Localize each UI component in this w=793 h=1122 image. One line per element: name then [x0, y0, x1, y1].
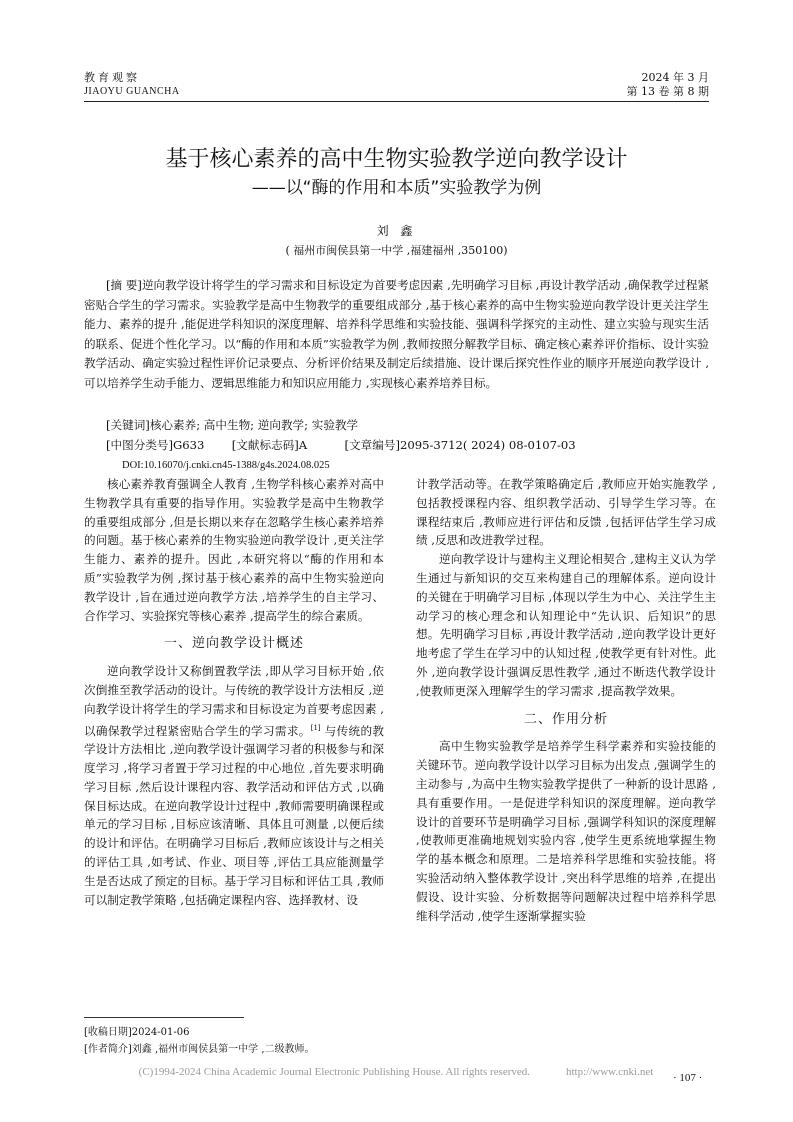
footnote-received: [收稿日期]2024-01-06: [84, 1027, 190, 1038]
header-rule: [84, 101, 709, 102]
keywords: [106, 416, 358, 435]
section1-text-a: 逆向教学设计又称倒置教学法 ,即从学习目标开始 ,依次倒推至教学活动的设计。与传统的教学设计方法相反 ,逆向教学设计将学生的学习需求和目标设定为首要考虑因素 ,以确保教学过程紧密贴合学生的学习需求。: [84, 664, 384, 738]
keywords-text: 核心素养; 高中生物; 逆向教学; 实验教学: [149, 418, 359, 432]
section2-paragraph: 高中生物实验教学是培养学生科学素养和实验技能的关键环节。逆向教学设计以学习目标为出发点 ,强调学生的主动参与 ,为高中生物实验教学提供了一种新的设计思路 ,具有重要作用。一是促进学科知识的深度理解。逆向教学设计的首要环节是明确学习目标 ,强调学科知识的深度理解 ,使教师更准确地规划实验内容 ,使学生更系统地掌握生物学的基本概念和原理。二是培养科学思维和实验技能。将实验活动纳入整体教学设计 ,突出科学思维的培养 ,在提出假设、设计实验、分析数据等问题解决过程中培养科学思维科学活动 ,使学生逐渐掌握实验: [416, 739, 716, 923]
journal-name-en: JIAOYU GUANCHA: [84, 86, 180, 97]
journal-name-cn: 教育观察: [84, 71, 140, 84]
reference-marker[interactable]: [1]: [310, 723, 321, 732]
article-number: 2095-3712( 2024) 08-0107-03: [399, 438, 576, 452]
author-name: 刘 鑫: [376, 224, 417, 238]
clc-label: [中图分类号]: [106, 438, 174, 452]
classification-line: [106, 436, 709, 455]
constructivism-paragraph: 逆向教学设计与建构主义理论相契合 ,建构主义认为学生通过与新知识的交互来构建自己的理解体系。逆向设计的关键在于明确学习目标 ,体现以学生为中心、关注学生主动学习的核心理念和认知理论中“先认识、后知识”的思想。先明确学习目标 ,再设计教学活动 ,逆向教学设计更好地考虑了学生在学习中的认知过程 ,使教学更有针对性。此外 ,逆向教学设计强调反思性教学 ,通过不断迭代教学设计 ,使教师更深入理解学生的学习需求 ,提高教学效果。: [416, 552, 716, 698]
body-column-right: [416, 475, 716, 925]
abstract-label: [摘 要]: [106, 278, 142, 292]
abstract: [84, 276, 709, 393]
article-number-label: [文章编号]: [344, 438, 400, 452]
body-column-left: [84, 475, 384, 909]
issue-volume: 第 13 卷 第 8 期: [626, 85, 709, 98]
doc-code: A: [298, 438, 308, 452]
clc-code: G633: [173, 438, 205, 452]
doi: DOI:10.16070/j.cnki.cn45-1388/g4s.2024.08.025: [122, 460, 330, 471]
article-title: 基于核心素养的高中生物实验教学逆向教学设计: [165, 147, 628, 172]
footnote-author-bio: [作者简介]刘鑫 ,福州市闽侯县第一中学 ,二级教师。: [84, 1044, 315, 1055]
copyright-watermark: (C)1994-2024 China Academic Journal Electronic Publishing House. All rights reserved.: [138, 1066, 530, 1078]
section1-text-b: 与传统的教学设计方法相比 ,逆向教学设计强调学习者的积极参与和深度学习 ,将学习者置于学习过程的中心地位 ,首先要求明确学习目标 ,然后设计课程内容、教学活动和评估方式 ,以确保目标达成。在逆向教学设计过程中 ,教师需要明确课程或单元的学习目标 ,目标应该清晰、具体且可测量 ,以便后续的设计和评估。在明确学习目标后 ,教师应该设计与之相关的评估工具 ,如考试、作业、项目等 ,评估工具应能测量学生是否达成了预定的目标。基于学习目标和评估工具 ,教师可以制定教学策略 ,包括确定课程内容、选择教材、设: [84, 723, 384, 907]
continued-paragraph: 计教学活动等。在教学策略确定后 ,教师应开始实施教学 ,包括教授课程内容、组织教学活动、引导学生学习等。在课程结束后 ,教师应进行评估和反馈 ,包括评估学生学习成绩 ,反思和改进教学过程。: [416, 477, 716, 548]
keywords-label: [关键词]: [106, 418, 150, 432]
section1-paragraph: [84, 662, 384, 909]
intro-paragraph: 核心素养教育强调全人教育 ,生物学科核心素养对高中生物教学具有重要的指导作用。实验教学是高中生物教学的重要组成部分 ,但是长期以来存在忽略学生核心素养培养的问题。基于核心素养的生物实验逆向教学设计 ,更关注学生能力、素养的提升。因此 ,本研究将以“酶的作用和本质”实验教学为例 ,探讨基于核心素养的高中生物实验逆向教学设计 ,旨在通过逆向教学方法 ,培养学生的自主学习、合作学习、实验探究等核心素养 ,提高学生的综合素质。: [84, 477, 384, 623]
page-number: · 107 ·: [673, 1072, 703, 1084]
abstract-text: 逆向教学设计将学生的学习需求和目标设定为首要考虑因素 ,先明确学习目标 ,再设计教学活动 ,确保教学过程紧密贴合学生的学习需求。实验教学是高中生物教学的重要组成部分 ,基于核心素养的高中生物实验逆向教学设计更关注学生能力、素养的提升 ,能促进学科知识的深度理解、培养科学思维和实验技能、强调科学探究的主动性、建立实验与现实生活的联系、促进个性化学习。以“酶的作用和本质”实验教学为例 ,教师按照分解教学目标、确定核心素养评价指标、设计实验教学活动、确定实验过程性评价记录要点、分析评价结果及制定后续措施、设计课后探究性作业的顺序开展逆向教学设计 ,可以培养学生动手能力、逻辑思维能力和知识应用能力 ,实现核心素养培养目标。: [84, 278, 710, 390]
doc-code-label: [文献标志码]: [231, 438, 299, 452]
running-header-right: [627, 71, 709, 99]
author-affiliation: ( 福州市闽侯县第一中学 ,福建福州 ,350100): [285, 244, 508, 257]
footnote-rule: [84, 1017, 244, 1018]
site-watermark[interactable]: http://www.cnki.net: [566, 1066, 654, 1078]
section-heading-2: 二、作用分析: [523, 711, 608, 727]
running-header-left: [84, 71, 180, 99]
section-heading-1: 一、逆向教学设计概述: [163, 636, 304, 652]
article-subtitle: ——以“酶的作用和本质”实验教学为例: [251, 178, 542, 198]
issue-date: 2024 年 3 月: [641, 71, 709, 84]
